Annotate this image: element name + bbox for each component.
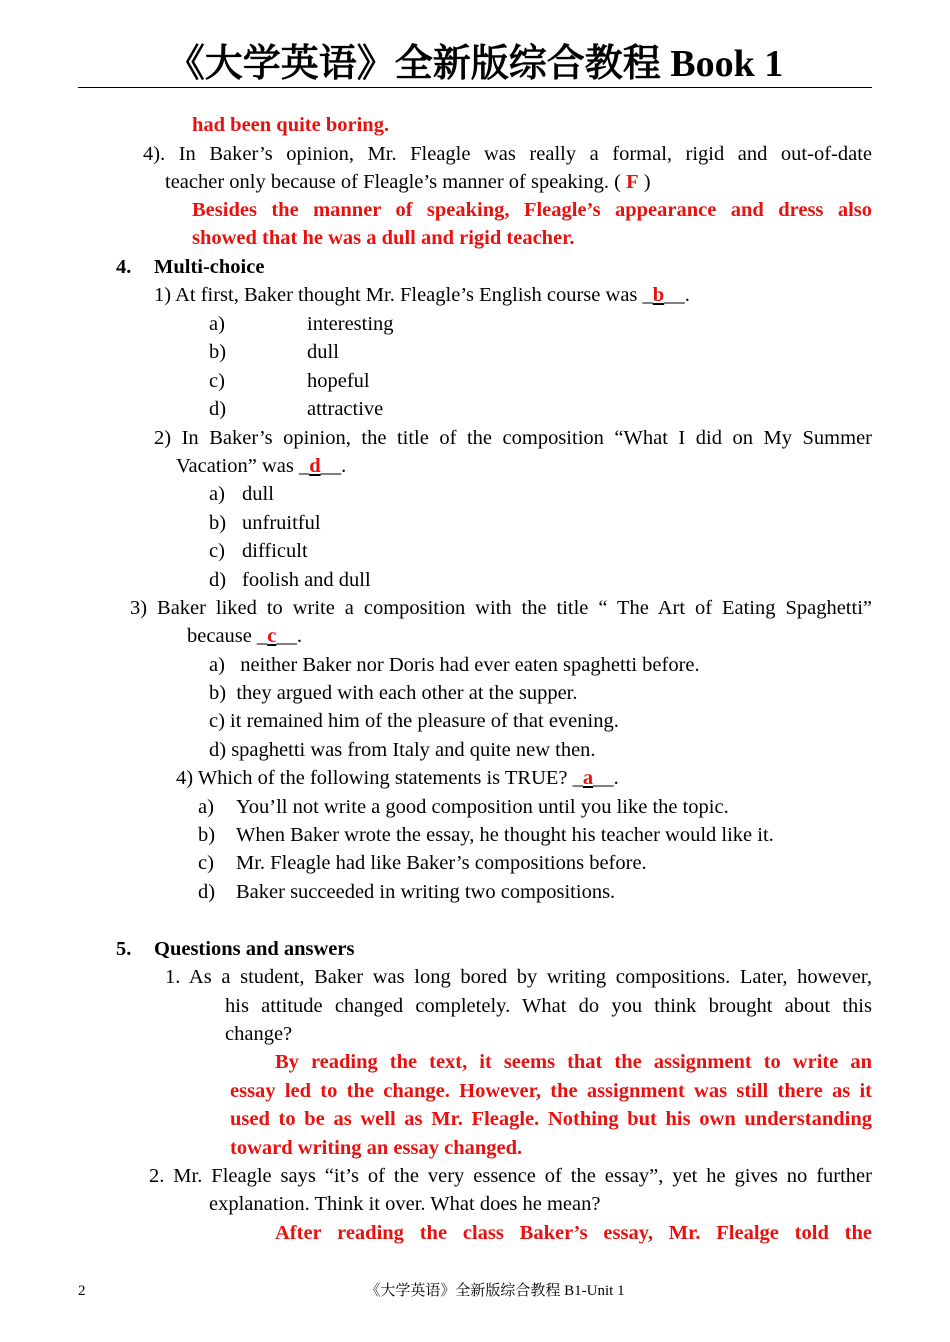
tf-item-4-answer-line1: Besides the manner of speaking, Fleagle’s appearance and dress also	[192, 199, 872, 221]
qa-q1-line3: change?	[225, 1023, 293, 1045]
section-5-title: Questions and answers	[154, 938, 355, 960]
mc-q2-answer: d	[309, 455, 321, 477]
mc-q1-stem-text: 1) At first, Baker thought Mr. Fleagle’s English course was _	[154, 284, 653, 306]
mc-q1-option-d-text: attractive	[307, 398, 384, 420]
header-rule	[78, 87, 872, 88]
mc-q1-stem	[154, 281, 690, 309]
mc-q1-option-d-letter: d)	[209, 398, 227, 420]
mc-q2-option-c-text: difficult	[242, 540, 308, 562]
mc-q2-blank: __.	[320, 455, 347, 477]
qa-q1-answer-line3: used to be as well as Mr. Fleagle. Nothing but his own understanding	[230, 1108, 872, 1130]
mc-q1-option-c-letter: c)	[209, 370, 225, 392]
mc-q2-option-b-letter: b)	[209, 512, 227, 534]
footer-text: 《大学英语》全新版综合教程 B1-Unit 1	[365, 1283, 625, 1299]
mc-q3-blank: __.	[276, 625, 302, 647]
qa-q1-answer-line4: toward writing an essay changed.	[230, 1137, 523, 1159]
mc-q2-option-d-text: foolish and dull	[242, 569, 371, 591]
mc-q1-option-c-text: hopeful	[307, 370, 370, 392]
mc-q3-option-d: d) spaghetti was from Italy and quite new then.	[209, 739, 596, 761]
qa-q2-answer-line1: After reading the class Baker’s essay, Mr. Flealge told the	[275, 1222, 872, 1244]
mc-q4-blank: __.	[593, 767, 619, 789]
mc-q4-option-c-letter: c)	[198, 852, 214, 874]
mc-q4-option-a-letter: a)	[198, 796, 214, 818]
mc-q4-option-c-text: Mr. Fleagle had like Baker’s compositions before.	[236, 852, 647, 874]
mc-q2-line1: 2) In Baker’s opinion, the title of the composition “What I did on My Summer	[154, 427, 872, 449]
mc-q3-option-b: b) they argued with each other at the supper.	[209, 682, 578, 704]
mc-q3-option-c: c) it remained him of the pleasure of that evening.	[209, 710, 619, 732]
qa-q1-line1: 1. As a student, Baker was long bored by writing compositions. Later, however,	[165, 966, 872, 988]
qa-q2-line1: 2. Mr. Fleagle says “it’s of the very essence of the essay”, yet he gives no further	[149, 1165, 872, 1187]
mc-q2-option-a-letter: a)	[209, 483, 225, 505]
mc-q2-option-a-text: dull	[242, 483, 274, 505]
page-header-title: 《大学英语》全新版综合教程 Book 1	[166, 43, 784, 85]
mc-q3-line2-text: because _	[187, 625, 268, 647]
mc-q2-option-c-letter: c)	[209, 540, 225, 562]
tf-item-4-line1: 4). In Baker’s opinion, Mr. Fleagle was really a formal, rigid and out-of-date	[143, 143, 872, 165]
mc-q4-option-b-letter: b)	[198, 824, 216, 846]
page-number: 2	[78, 1283, 86, 1299]
mc-q4-stem-text: 4) Which of the following statements is TRUE? _	[176, 767, 583, 789]
mc-q2-line2	[176, 452, 346, 480]
mc-q1-option-b-text: dull	[307, 341, 339, 363]
mc-q1-blank: __.	[664, 284, 690, 306]
mc-q2-option-b-text: unfruitful	[242, 512, 321, 534]
tf-item-4-close: )	[643, 171, 651, 193]
prev-answer-tail: had been quite boring.	[192, 114, 390, 136]
mc-q4-option-d-letter: d)	[198, 881, 216, 903]
qa-q1-answer-line1: By reading the text, it seems that the assignment to write an	[275, 1051, 872, 1073]
tf-item-4-line2-text: teacher only because of Fleagle’s manner of speaking. (	[165, 171, 621, 193]
mc-q1-answer: b	[652, 284, 665, 306]
qa-q2-line2: explanation. Think it over. What does he mean?	[209, 1193, 601, 1215]
qa-q1-answer-line2: essay led to the change. However, the assignment was still there as it	[230, 1080, 872, 1102]
section-4-title: Multi-choice	[154, 256, 265, 278]
mc-q3-line2	[187, 622, 302, 650]
mc-q1-option-a-letter: a)	[209, 313, 225, 335]
tf-item-4-mark: F	[626, 171, 639, 193]
mc-q3-line1: 3) Baker liked to write a composition with the title “ The Art of Eating Spaghetti”	[130, 597, 872, 619]
mc-q3-option-a: a) neither Baker nor Doris had ever eaten spaghetti before.	[209, 654, 700, 676]
tf-item-4-line2	[165, 168, 651, 196]
mc-q1-option-a-text: interesting	[307, 313, 394, 335]
section-4-number: 4.	[116, 256, 132, 278]
mc-q4-option-a-text: You’ll not write a good composition until you like the topic.	[236, 796, 729, 818]
mc-q3-answer: c	[267, 625, 277, 647]
mc-q2-option-d-letter: d)	[209, 569, 227, 591]
mc-q2-line2-text: Vacation” was _	[176, 455, 310, 477]
mc-q4-option-d-text: Baker succeeded in writing two compositions.	[236, 881, 616, 903]
mc-q4-option-b-text: When Baker wrote the essay, he thought his teacher would like it.	[236, 824, 774, 846]
mc-q4-stem	[176, 764, 619, 792]
mc-q4-answer: a	[582, 767, 594, 789]
qa-q1-line2: his attitude changed completely. What do you think brought about this	[225, 995, 872, 1017]
section-5-number: 5.	[116, 938, 132, 960]
tf-item-4-answer-line2: showed that he was a dull and rigid teacher.	[192, 227, 575, 249]
mc-q1-option-b-letter: b)	[209, 341, 227, 363]
